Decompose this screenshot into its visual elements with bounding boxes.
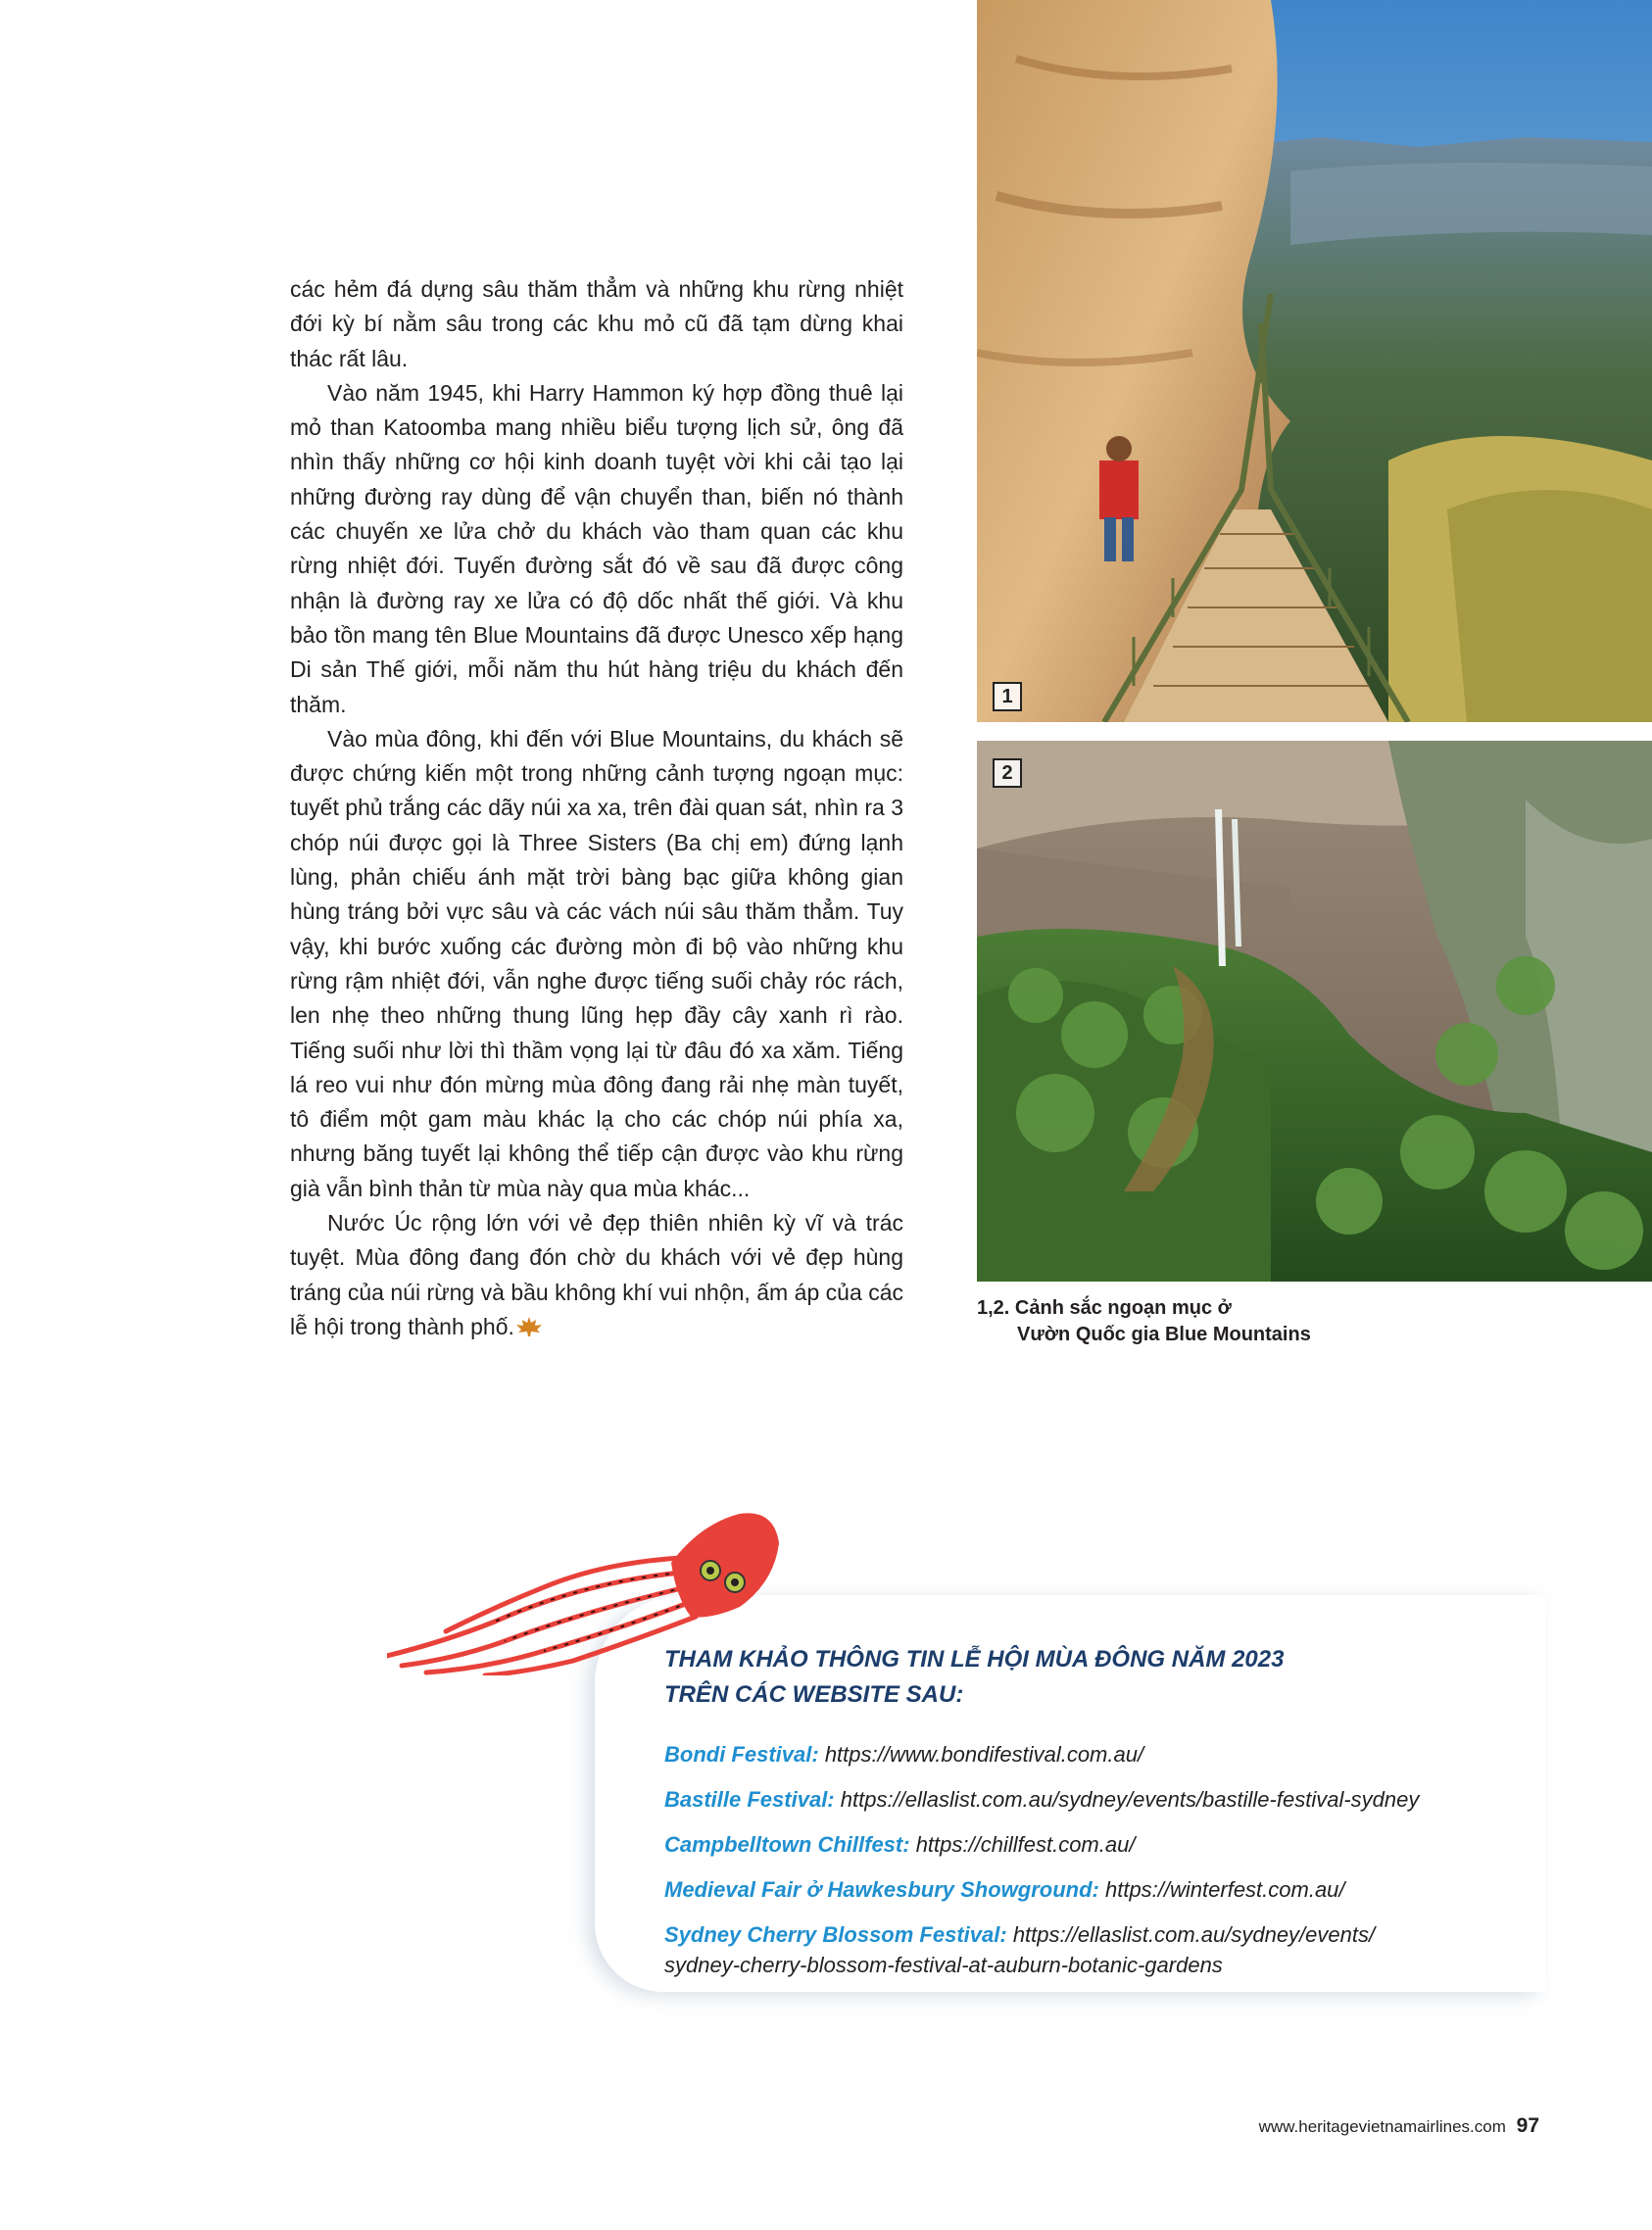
photo-number-badge-2: 2 bbox=[993, 758, 1022, 788]
festival-name: Bastille Festival: bbox=[664, 1787, 835, 1812]
article-paragraph-2: Vào năm 1945, khi Harry Hammon ký hợp đồng thuê lại mỏ than Katoomba mang nhiều biểu tượng lịch sử, ông đã nhìn thấy những cơ hội kinh doanh tuyệt vời khi cải tạo lại những đường ray dùng để vận chuyển than, biến nó thành các chuyến xe lửa chở du khách vào tham quan các khu rừng nhiệt đới. Tuyến đường sắt đó về sau đã được công nhận là đường ray xe lửa có độ dốc nhất thế giới. Và khu bảo tồn mang tên Blue Mountains đã được Unesco xếp hạng Di sản Thế giới, mỗi năm thu hút hàng triệu du khách đến thăm. bbox=[290, 379, 903, 717]
photo-waterfall-canyon bbox=[977, 741, 1652, 1282]
festival-url[interactable]: https://chillfest.com.au/ bbox=[915, 1832, 1136, 1857]
festival-link-medieval-fair[interactable] bbox=[664, 1874, 1345, 1905]
article-paragraph-1: các hẻm đá dựng sâu thăm thẳm và những khu rừng nhiệt đới kỳ bí nằm sâu trong các khu mỏ cũ đã tạm dừng khai thác rất lâu. bbox=[290, 276, 903, 371]
festival-link-cherry-blossom[interactable] bbox=[664, 1919, 1375, 1980]
article-paragraph-4-text: Nước Úc rộng lớn với vẻ đẹp thiên nhiên kỳ vĩ và trác tuyệt. Mùa đông đang đón chờ du khách với vẻ đẹp hùng tráng của núi rừng và bầu không khí vui nhộn, ấm áp của các lễ hội trong thành phố. bbox=[290, 1210, 903, 1339]
photo-number-badge-1: 1 bbox=[993, 682, 1022, 711]
photo-cliff-walkway bbox=[977, 0, 1652, 722]
article-paragraph-3: Vào mùa đông, khi đến với Blue Mountains, du khách sẽ được chứng kiến một trong những cảnh tượng ngoạn mục: tuyết phủ trắng các dãy núi xa xa, trên đài quan sát, nhìn ra 3 chóp núi được gọi là Three Sisters (Ba chị em) đứng lạnh lùng, phản chiếu ánh mặt trời bàng bạc giữa không gian hùng tráng bởi vực sâu và các vách núi sâu thăm thẳm. Tuy vậy, khi bước xuống các đường mòn đi bộ vào những khu rừng rậm nhiệt đới, vẫn nghe được tiếng suối chảy róc rách, len nhẹ theo những thung lũng hẹp đầy cây xanh rì rào. Tiếng suối như lời thì thầm vọng lại từ đâu đó xa xăm. Tiếng lá reo vui như đón mừng mùa đông đang rải nhẹ màn tuyết, tô điểm một gam màu khác lạ cho các chóp núi phía xa, nhưng băng tuyết lại không thể tiếp cận được vào khu rừng già vẫn bình thản từ mùa này qua mùa khác... bbox=[290, 725, 903, 1201]
maple-leaf-icon bbox=[514, 1316, 544, 1337]
footer-website[interactable]: www.heritagevietnamairlines.com bbox=[1258, 2117, 1506, 2136]
festival-link-bondi[interactable] bbox=[664, 1739, 1143, 1769]
festival-url-continued[interactable]: sydney-cherry-blossom-festival-at-auburn-botanic-gardens bbox=[664, 1953, 1223, 1977]
photo-caption bbox=[977, 1295, 1369, 1348]
info-box-title bbox=[664, 1642, 1448, 1713]
caption-line-2: Vườn Quốc gia Blue Mountains bbox=[1017, 1324, 1311, 1345]
caption-line-1: 1,2. Cảnh sắc ngoạn mục ở bbox=[977, 1297, 1232, 1319]
festival-url[interactable]: https://winterfest.com.au/ bbox=[1104, 1877, 1345, 1902]
article-paragraph-4 bbox=[290, 1206, 903, 1344]
festival-link-bastille[interactable] bbox=[664, 1784, 1419, 1815]
article-body bbox=[290, 272, 903, 1344]
festival-url[interactable]: https://www.bondifestival.com.au/ bbox=[824, 1742, 1144, 1767]
festival-link-chillfest[interactable] bbox=[664, 1829, 1135, 1860]
festival-name: Bondi Festival: bbox=[664, 1742, 819, 1767]
festival-name: Campbelltown Chillfest: bbox=[664, 1832, 910, 1857]
info-title-line-2: TRÊN CÁC WEBSITE SAU: bbox=[664, 1681, 964, 1708]
page-footer bbox=[1259, 2114, 1539, 2138]
festival-url[interactable]: https://ellaslist.com.au/sydney/events/ bbox=[1012, 1922, 1376, 1947]
info-title-line-1: THAM KHẢO THÔNG TIN LỄ HỘI MÙA ĐÔNG NĂM 2023 bbox=[664, 1646, 1285, 1672]
festival-name: Medieval Fair ở Hawkesbury Showground: bbox=[664, 1877, 1099, 1902]
festival-url[interactable]: https://ellaslist.com.au/sydney/events/bastille-festival-sydney bbox=[840, 1787, 1420, 1812]
festival-name: Sydney Cherry Blossom Festival: bbox=[664, 1922, 1007, 1947]
page-number: 97 bbox=[1516, 2114, 1539, 2137]
